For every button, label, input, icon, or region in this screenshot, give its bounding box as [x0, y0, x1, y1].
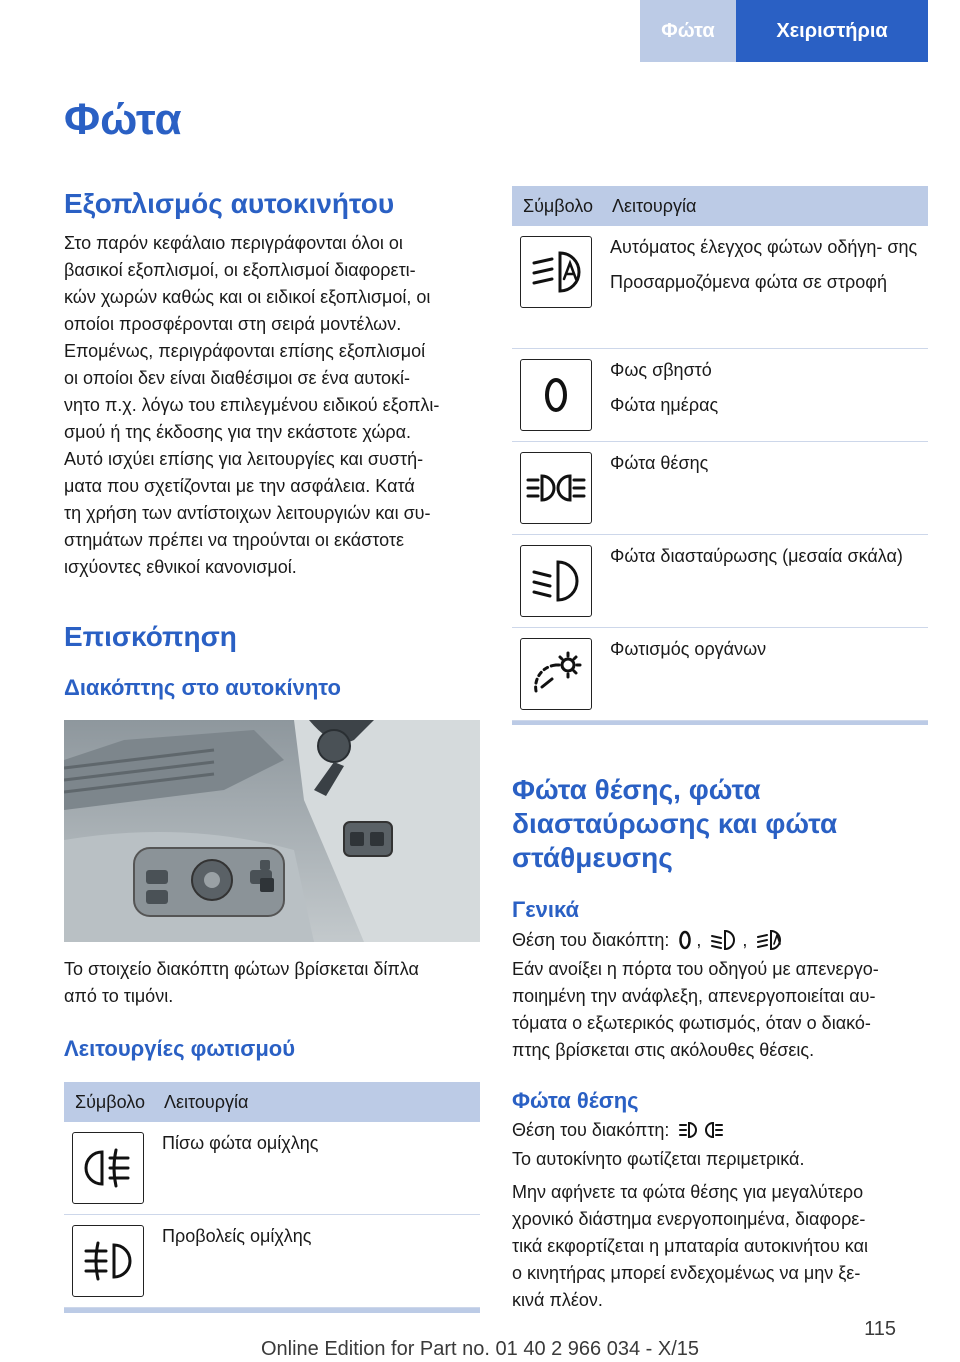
lights-off-icon [678, 929, 692, 951]
general-heading: Γενικά [512, 897, 580, 922]
parking-light-icon [678, 1119, 724, 1141]
switch-position-label: Θέση του διακόπτη: [512, 930, 670, 951]
table-row [512, 534, 928, 627]
switch-position-line [512, 927, 928, 954]
function-column-header: Λειτουργία [604, 186, 928, 226]
text-line: Επομένως, περιγράφονται επίσης εξοπλισμοί [64, 341, 426, 362]
row-text: Φως σβηστό [610, 359, 712, 380]
text-line: Το στοιχείο διακόπτη φώτων βρίσκεται δίπλα [64, 958, 419, 979]
equipment-paragraph [64, 230, 480, 581]
row-text: Φώτα θέσης [610, 452, 709, 473]
auto-headlight-icon [756, 929, 784, 951]
table-row [512, 348, 928, 441]
text-line: Εάν ανοίξει η πόρτα του οδηγού με απενεργο‐ [512, 959, 879, 980]
chapter-tab: Χειριστήρια [736, 0, 928, 62]
text-line: ισχύοντες εθνικοί κανονισμοί. [64, 557, 297, 578]
rear-fog-light-icon [72, 1132, 144, 1204]
general-paragraph [512, 956, 928, 1064]
text-line: ματα που σχετίζονται με την ασφάλεια. Κατά [64, 476, 415, 497]
symbol-column-header: Σύμβολο [64, 1082, 156, 1122]
light-switch-photo [64, 720, 480, 942]
separator: , [696, 930, 702, 951]
table-row [64, 1122, 480, 1215]
section-heading [512, 773, 928, 875]
page-title: Φώτα [64, 95, 182, 144]
parking-line: Το αυτοκίνητο φωτίζεται περιμετρικά. [512, 1148, 805, 1169]
row-text: Προβολείς ομίχλης [162, 1226, 312, 1247]
lights-off-icon [520, 359, 592, 431]
overview-heading: Επισκόπηση [64, 621, 237, 653]
parking-switch-line [512, 1117, 928, 1144]
text-line: τη χρήση των αντίστοιχων λειτουργιών και συ‐ [64, 503, 431, 524]
text-line: από το τιμόνι. [64, 985, 174, 1006]
low-beam-icon [520, 545, 592, 617]
switch-heading: Διακόπτης στο αυτοκίνητο [64, 675, 341, 701]
parking-heading: Φώτα θέσης [512, 1088, 639, 1114]
right-symbol-table [512, 186, 928, 725]
header-tabs [640, 0, 928, 62]
left-column [64, 188, 480, 1313]
text-line: βασικοί εξοπλισμοί, οι εξοπλισμοί διαφορετι‐ [64, 260, 416, 281]
parking-switch-label: Θέση του διακόπτη: [512, 1119, 670, 1140]
auto-headlight-icon [520, 236, 592, 308]
row-text: Φώτα διασταύρωσης (μεσαία σκάλα) [610, 545, 903, 566]
instrument-lighting-icon [520, 638, 592, 710]
text-line: τικά εκφορτίζεται η μπαταρία αυτοκινήτου και [512, 1235, 868, 1256]
text-line: τόματα ο εξωτερικός φωτισμός, όταν ο διακό‐ [512, 1013, 871, 1034]
left-symbol-table [64, 1082, 480, 1313]
symbol-column-header: Σύμβολο [512, 186, 604, 226]
text-line: στάθμευσης [512, 842, 673, 873]
table-row [64, 1215, 480, 1308]
text-line: Αυτό ισχύει επίσης για λειτουργίες και συστή‐ [64, 449, 424, 470]
online-edition-footer: Online Edition for Part no. 01 40 2 966 034 - X/15 [260, 1338, 700, 1360]
table-row [512, 441, 928, 534]
row-text: Πίσω φώτα ομίχλης [162, 1133, 319, 1154]
text-line: Φώτα θέσης, φώτα [512, 774, 761, 805]
front-fog-light-icon [72, 1225, 144, 1297]
text-line: οι οποίοι δεν είναι διαθέσιμοι σε ένα αυτοκί‐ [64, 368, 411, 389]
text-line: στημάτων πρέπει να τηρούνται οι εκάστοτε [64, 530, 405, 551]
row-text: Προσαρμοζόμενα φώτα σε στροφή [610, 272, 887, 292]
text-line: κών χωρών καθώς και οι ειδικοί εξοπλισμοί, οι [64, 287, 431, 308]
equipment-heading: Εξοπλισμός αυτοκινήτου [64, 188, 395, 219]
functions-heading: Λειτουργίες φωτισμού [64, 1035, 296, 1061]
row-text: Φώτα ημέρας [610, 394, 719, 415]
parking-paragraph [512, 1179, 928, 1314]
row-text: Αυτόματος έλεγχος φώτων οδήγη‐ σης [610, 237, 918, 257]
text-line: Στο παρόν κεφάλαιο περιγράφονται όλοι οι [64, 233, 403, 254]
low-beam-icon [710, 929, 738, 951]
text-line: νητο π.χ. λόγω του επιλεγμένου ειδικού εξοπλι‐ [64, 395, 440, 416]
parking-light-icon [520, 452, 592, 524]
table-row [512, 226, 928, 348]
function-column-header: Λειτουργία [156, 1082, 480, 1122]
table-row [512, 627, 928, 720]
separator: , [742, 930, 748, 951]
text-line: κινά πλέον. [512, 1289, 603, 1310]
text-line: Μην αφήνετε τα φώτα θέσης για μεγαλύτερο [512, 1181, 864, 1202]
text-line: χρονικό διάστημα ενεργοποιημένα, διαφορε‐ [512, 1208, 866, 1229]
photo-caption [64, 956, 480, 1010]
page-number: 115 [864, 1318, 896, 1340]
row-text: Φωτισμός οργάνων [610, 638, 767, 659]
text-line: πτης βρίσκεται στις ακόλουθες θέσεις. [512, 1040, 815, 1061]
text-line: οποίοι προσφέρονται στη σειρά μοντέλων. [64, 314, 402, 335]
text-line: σμού ή της έκδοσης για την εκάστοτε χώρα. [64, 422, 412, 443]
text-line: ο κινητήρας μπορεί ενδεχομένως να μην ξε‐ [512, 1262, 861, 1283]
text-line: ποιημένη την ανάφλεξη, απενεργοποιείται αυ‐ [512, 986, 876, 1007]
right-column [512, 186, 928, 1314]
text-line: διασταύρωσης και φώτα [512, 808, 838, 839]
section-tab: Φώτα [640, 0, 736, 62]
